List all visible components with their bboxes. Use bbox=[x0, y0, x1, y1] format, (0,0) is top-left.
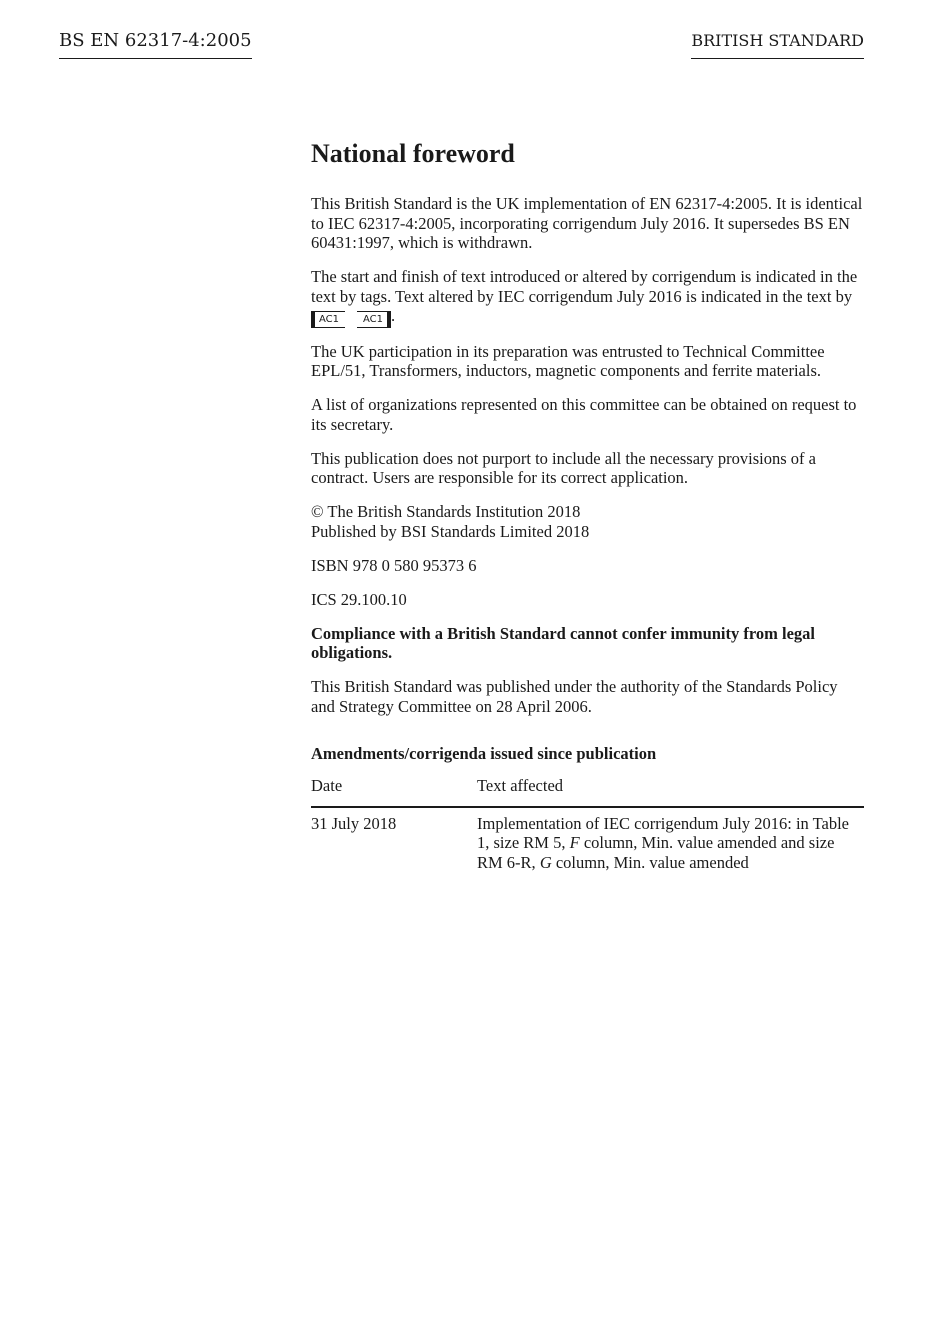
corrigendum-tags-text: The start and finish of text introduced or altered by corrigendum is indicated in the text by tags. Text altered by IEC corrigendum July 2016 is indicated in the text by bbox=[311, 267, 858, 306]
table-header-row bbox=[311, 774, 864, 807]
foreword-section bbox=[311, 138, 864, 872]
corrigendum-tags-paragraph bbox=[311, 267, 864, 327]
implementation-paragraph: This British Standard is the UK implementation of EN 62317-4:2005. It is identical to IEC 62317-4:2005, incorporating corrigendum July 2016. It supersedes BS EN 60431:1997, which is withdrawn. bbox=[311, 194, 863, 252]
copyright-block bbox=[311, 502, 864, 541]
amendments-table bbox=[311, 774, 864, 872]
corrigendum-open-tag: AC1 bbox=[311, 311, 345, 328]
provisions-paragraph: This publication does not purport to include all the necessary provisions of a contract. Users are responsible for its correct application. bbox=[311, 448, 816, 487]
compliance-statement: Compliance with a British Standard cannot confer immunity from legal obligations. bbox=[311, 623, 816, 662]
isbn: ISBN 978 0 580 95373 6 bbox=[311, 555, 477, 575]
amendment-text-part: Implementation of IEC corrigendum July 2016: in Table 1, size RM 5, bbox=[477, 813, 850, 852]
table-row bbox=[311, 807, 864, 873]
page-title: National foreword bbox=[311, 139, 515, 168]
document-category: BRITISH STANDARD bbox=[691, 30, 864, 59]
amendments-title: Amendments/corrigenda issued since publication bbox=[311, 744, 657, 763]
ics-code: ICS 29.100.10 bbox=[311, 589, 407, 609]
committee-paragraph: The UK participation in its preparation was entrusted to Technical Committee EPL/51, Transformers, inductors, magnetic components and ferrite materials. bbox=[311, 341, 825, 380]
column-header-date: Date bbox=[311, 774, 477, 807]
amendment-text-italic: F bbox=[569, 833, 580, 852]
corrigendum-close-tag: AC1 bbox=[357, 311, 391, 328]
column-header-text-affected: Text affected bbox=[477, 774, 864, 807]
publisher-line: Published by BSI Standards Limited 2018 bbox=[311, 521, 590, 541]
corrigendum-tags-end: . bbox=[391, 306, 396, 325]
copyright-line: © The British Standards Institution 2018 bbox=[311, 502, 581, 521]
amendment-text-italic: G bbox=[539, 852, 552, 872]
authority-paragraph: This British Standard was published under the authority of the Standards Policy and Strategy Committee on 28 April 2006. bbox=[311, 677, 838, 716]
amendment-date: 31 July 2018 bbox=[311, 813, 397, 833]
amendment-text-part: column, Min. value amended bbox=[551, 852, 749, 872]
amendment-text-part: column, Min. value amended and size RM 6-R, bbox=[477, 833, 835, 872]
document-id: BS EN 62317-4:2005 bbox=[59, 30, 252, 59]
organizations-paragraph: A list of organizations represented on this committee can be obtained on request to its secretary. bbox=[311, 395, 857, 434]
amendment-text bbox=[477, 807, 864, 873]
